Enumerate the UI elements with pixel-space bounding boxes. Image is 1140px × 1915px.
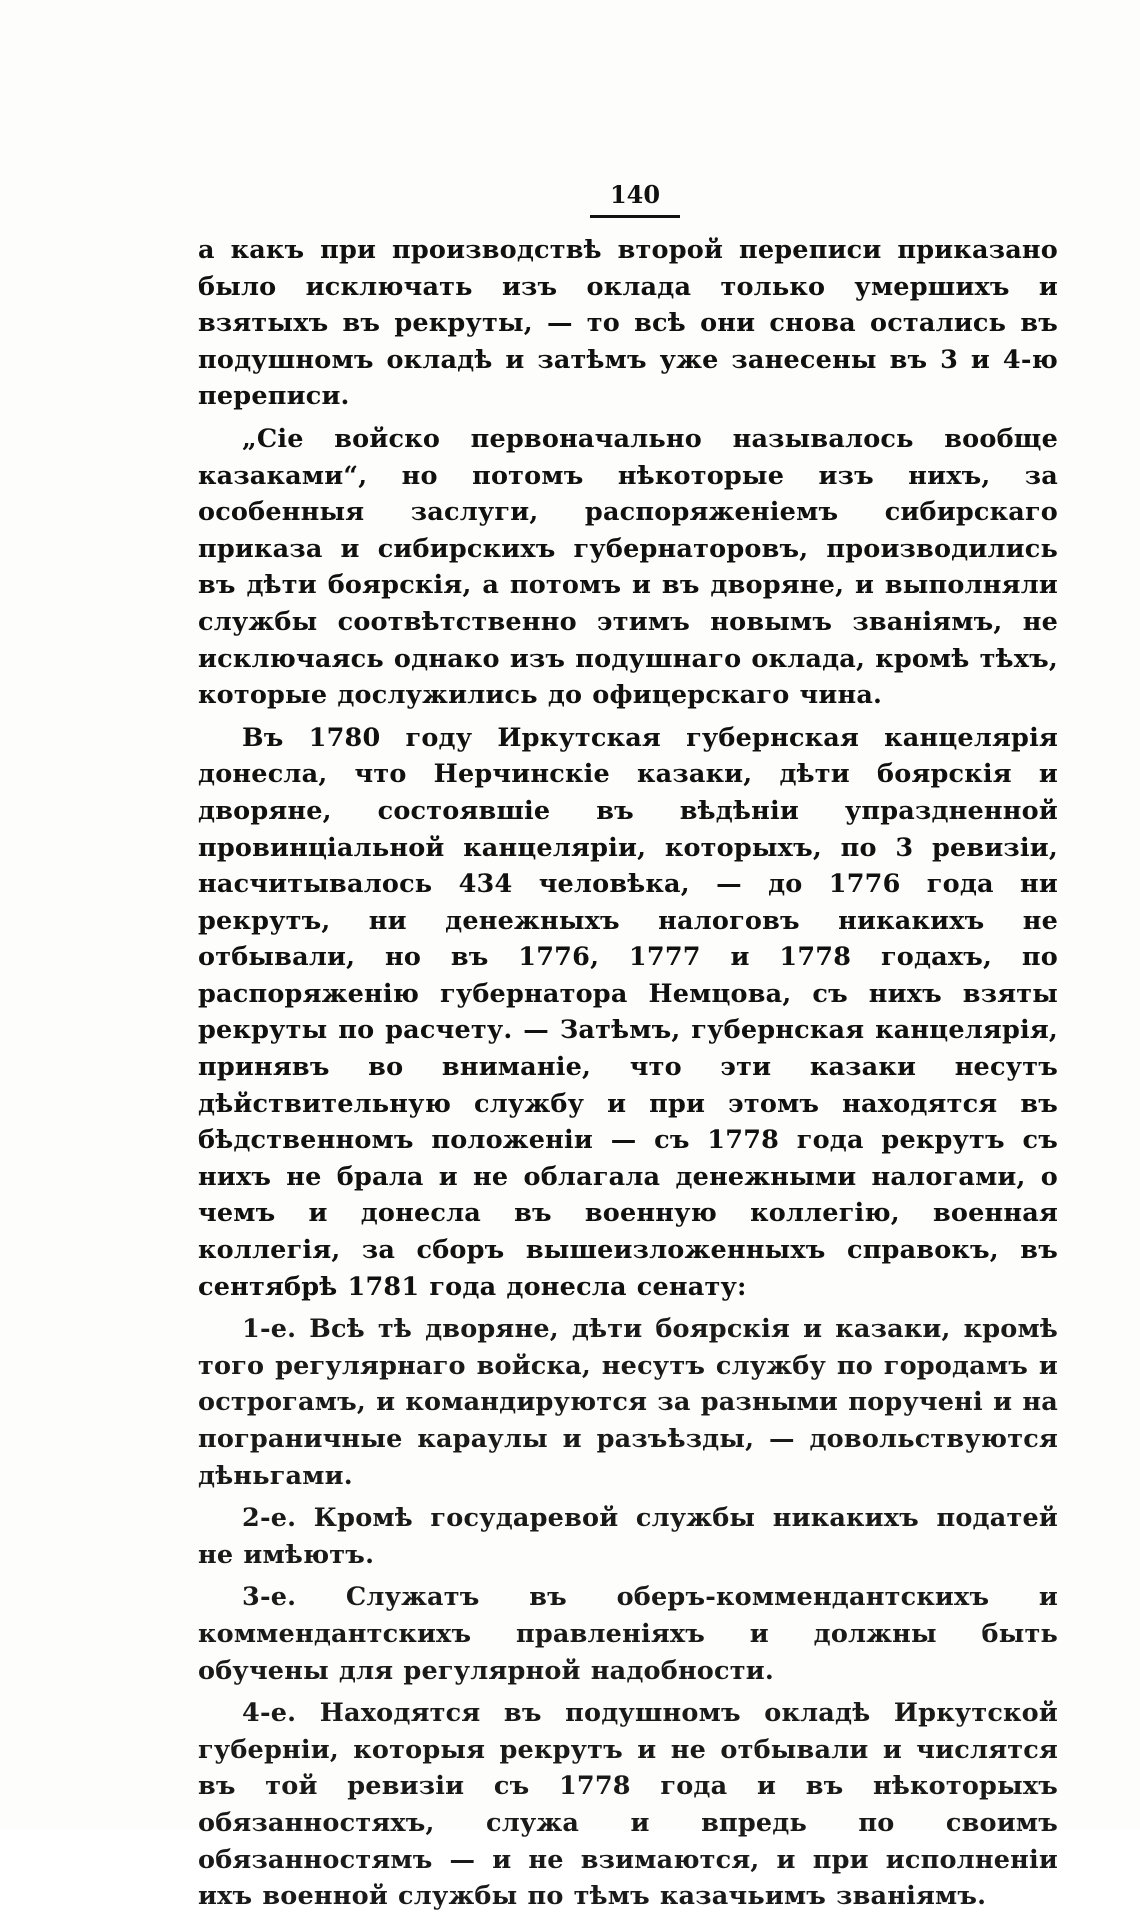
paragraph: а какъ при производствѣ второй переписи приказано было исключать изъ оклада только умершихъ и взятыхъ въ рекруты, — то всѣ они снова остались въ подушномъ окладѣ и затѣмъ уже занесены въ 3 и 4-ю переписи.: [198, 235, 1058, 412]
page-number: 140: [590, 180, 680, 218]
paragraph: 1-е. Всѣ тѣ дворяне, дѣти боярскія и казаки, кромѣ того регулярнаго войска, несутъ службу по городамъ и острогамъ, и командируются за разными поручені и на пограничные караулы и разъѣзды, — довольствуются дѣньгами.: [198, 1314, 1058, 1491]
paragraph: „Сіе войско первоначально называлось вообще казаками“, но потомъ нѣкоторые изъ нихъ, за особенныя заслуги, распоряженіемъ сибирскаго приказа и сибирскихъ губернаторовъ, производились въ дѣти боярскія, а потомъ и въ дворяне, и выполняли службы соотвѣтственно этимъ новымъ званіямъ, не исключаясь однако изъ подушнаго оклада, кромѣ тѣхъ, которые дослужились до офицерскаго чина.: [198, 423, 1058, 711]
paragraph: 4-е. Находятся въ подушномъ окладѣ Иркутской губерніи, которыя рекрутъ и не отбывали и числятся въ той ревизіи съ 1778 года и въ нѣкоторыхъ обязанностяхъ, служа и впредь по своимъ обязанностямъ — и не взимаются, и при исполненіи ихъ военной службы по тѣмъ казачьимъ званіямъ.: [198, 1698, 1058, 1912]
body-text: [198, 232, 1058, 1915]
paragraph: 2-е. Кромѣ государевой службы никакихъ податей не имѣютъ.: [198, 1503, 1058, 1570]
paragraph: Въ 1780 году Иркутская губернская канцелярія донесла, что Нерчинскіе казаки, дѣти боярскія и дворяне, состоявшіе въ вѣдѣніи упраздненной провинціальной канцеляріи, которыхъ, по 3 ревизіи, насчитывалось 434 человѣка, — до 1776 года ни рекрутъ, ни денежныхъ налоговъ никакихъ не отбывали, но въ 1776, 1777 и 1778 годахъ, по распоряженію губернатора Немцова, съ нихъ взяты рекруты по расчету. — Затѣмъ, губернская канцелярія, принявъ во вниманіе, что эти казаки несутъ дѣйствительную службу и при этомъ находятся въ бѣдственномъ положеніи — съ 1778 года рекрутъ съ нихъ не брала и не облагала денежными налогами, о чемъ и донесла въ военную коллегію, военная коллегія, за сборъ вышеизложенныхъ справокъ, въ сентябрѣ 1781 года донесла сенату:: [198, 722, 1058, 1302]
paragraph: 3-е. Служатъ въ оберъ-коммендантскихъ и коммендантскихъ правленіяхъ и должны быть обучены для регулярной надобности.: [198, 1582, 1058, 1686]
